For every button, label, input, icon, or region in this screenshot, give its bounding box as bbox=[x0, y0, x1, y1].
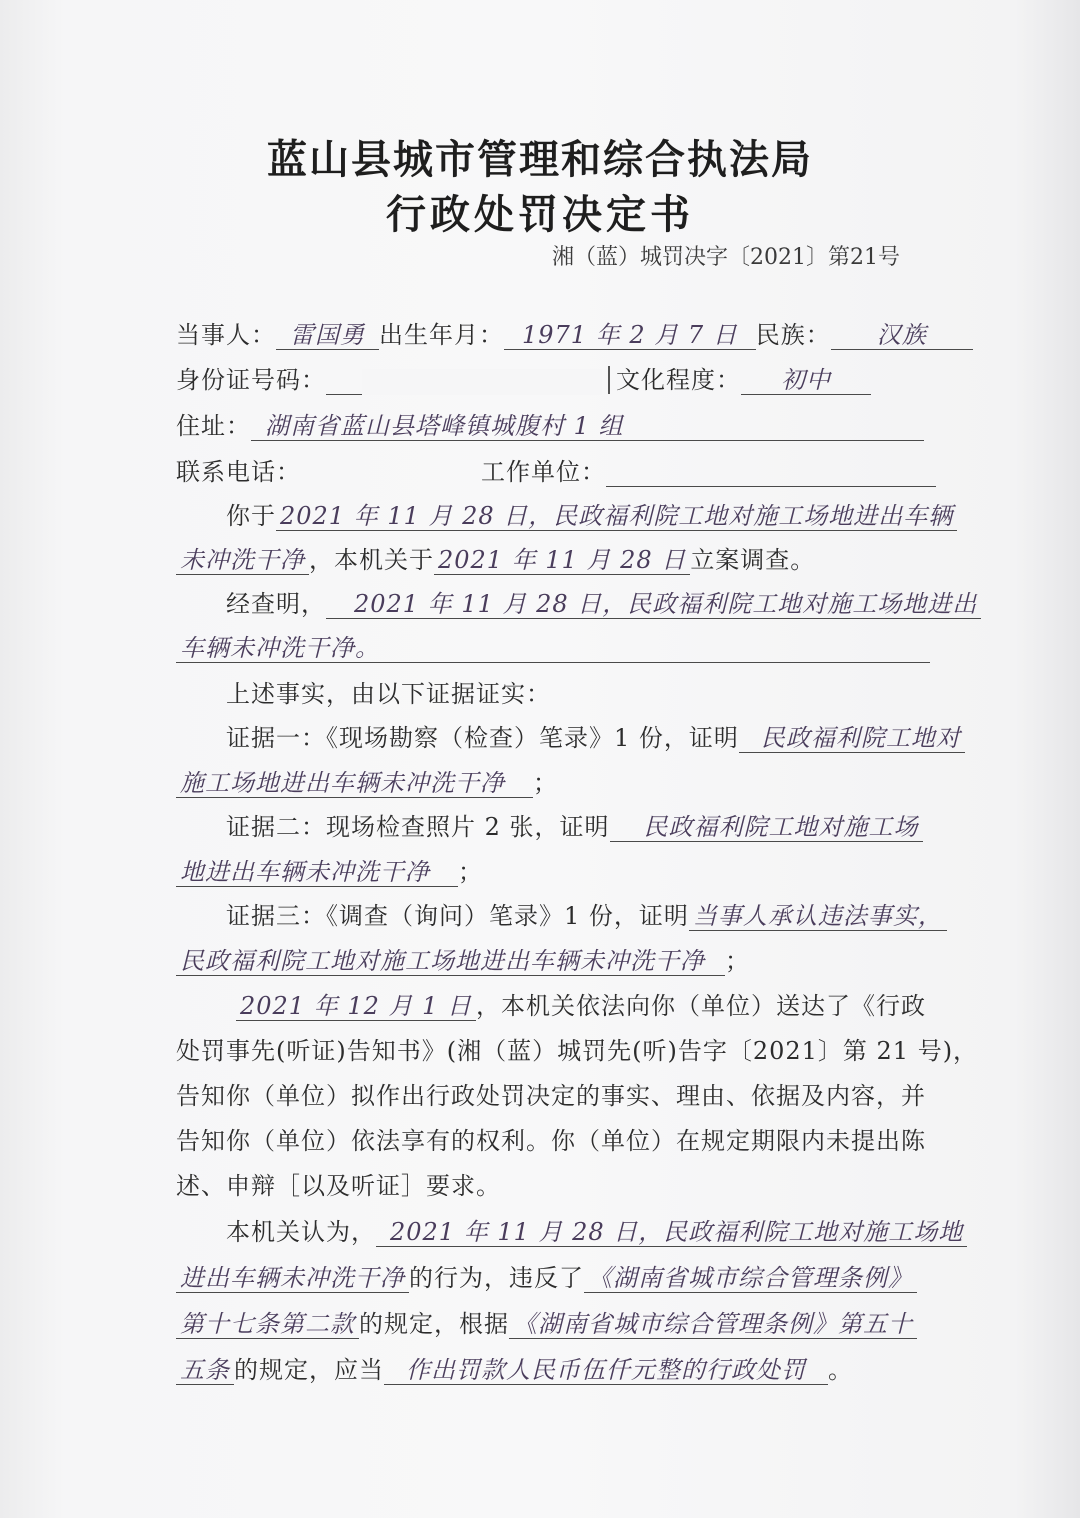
phone-label: 联系电话： bbox=[176, 458, 301, 486]
c-text-1: 本机关认为， bbox=[226, 1218, 376, 1246]
edu-label: 文化程度： bbox=[616, 366, 741, 394]
e2-line-1 bbox=[226, 807, 923, 842]
p1-text-2: ，本机关于 bbox=[309, 546, 434, 574]
c-fill-5: 《湖南省城市综合管理条例》第五十 bbox=[509, 1310, 917, 1339]
c-fill-6: 五条 bbox=[176, 1356, 234, 1385]
p2-text: 经查明， bbox=[226, 590, 326, 618]
p2-fill: 2021 年 11 月 28 日，民政福利院工地对施工场地进出 bbox=[326, 590, 981, 619]
ethnic-label: 民族： bbox=[755, 321, 831, 349]
e2-end: ； bbox=[458, 858, 483, 886]
p2-line-2 bbox=[176, 628, 930, 663]
id-field bbox=[326, 372, 362, 395]
e3-end: ； bbox=[725, 947, 750, 975]
n-line-3: 告知你（单位）拟作出行政处罚决定的事实、理由、依据及内容，并 bbox=[176, 1082, 926, 1110]
e2-fill: 民政福利院工地对施工场 bbox=[610, 813, 923, 842]
p1-line-1 bbox=[226, 496, 957, 531]
e1-line-2 bbox=[176, 763, 558, 798]
p1-text: 你于 bbox=[226, 502, 276, 530]
party-ethnic: 汉族 bbox=[831, 321, 973, 350]
p3-line: 上述事实，由以下证据证实： bbox=[226, 680, 551, 708]
c-fill-4: 第十七条第二款 bbox=[176, 1310, 359, 1339]
c-end: 。 bbox=[828, 1356, 853, 1384]
id-label: 身份证号码： bbox=[176, 366, 326, 394]
c-fill-1: 2021 年 11 月 28 日，民政福利院工地对施工场地 bbox=[376, 1218, 967, 1247]
c-line-1 bbox=[226, 1212, 967, 1247]
c-fill-7: 作出罚款人民币伍仟元整的行政处罚 bbox=[384, 1356, 828, 1385]
e3-line-2 bbox=[176, 941, 750, 976]
party-address: 湖南省蓝山县塔峰镇城腹村 1 组 bbox=[251, 412, 924, 441]
c-text-3: 的规定，根据 bbox=[359, 1310, 509, 1338]
p2-fill-2: 车辆未冲洗干净。 bbox=[176, 634, 930, 663]
party-line-4 bbox=[176, 452, 936, 487]
c-fill-3: 《湖南省城市综合管理条例》 bbox=[584, 1264, 917, 1293]
party-line-2 bbox=[176, 360, 871, 395]
org-title: 蓝山县城市管理和综合执法局 bbox=[267, 136, 813, 183]
document-type-title: 行政处罚决定书 bbox=[386, 191, 694, 238]
party-name: 雷国勇 bbox=[276, 321, 379, 350]
addr-label: 住址： bbox=[176, 412, 251, 440]
e1-fill-2: 施工场地进出车辆未冲洗干净 bbox=[176, 769, 533, 798]
n-line-1 bbox=[236, 986, 926, 1021]
e1-end: ； bbox=[533, 769, 558, 797]
c-text-2: 的行为，违反了 bbox=[409, 1264, 584, 1292]
e2-text: 证据二：现场检查照片 2 张，证明 bbox=[226, 813, 610, 841]
party-line-1 bbox=[176, 315, 973, 350]
p1-fill-2: 未冲洗干净 bbox=[176, 546, 309, 575]
n-line-2: 处罚事先(听证)告知书》(湘（蓝）城罚先(听)告字〔2021〕第 21 号)， bbox=[176, 1037, 979, 1065]
redacted-area bbox=[362, 369, 602, 395]
e3-text: 证据三：《调查（询问）笔录》1 份，证明 bbox=[226, 902, 689, 930]
e1-line-1 bbox=[226, 718, 965, 753]
name-label: 当事人： bbox=[176, 321, 276, 349]
p2-line-1 bbox=[226, 584, 981, 619]
n-line-5: 述、申辩［以及听证］要求。 bbox=[176, 1172, 501, 1200]
p1-date: 2021 年 11 月 28 日 bbox=[434, 546, 690, 575]
notice-date: 2021 年 12 月 1 日 bbox=[236, 992, 476, 1021]
e2-fill-2: 地进出车辆未冲洗干净 bbox=[176, 858, 458, 887]
n-line-4: 告知你（单位）依法享有的权利。你（单位）在规定期限内未提出陈 bbox=[176, 1127, 926, 1155]
c-line-2 bbox=[176, 1258, 917, 1293]
work-field bbox=[606, 464, 936, 487]
e3-line-1 bbox=[226, 896, 947, 931]
c-text-4: 的规定，应当 bbox=[234, 1356, 384, 1384]
party-line-3 bbox=[176, 406, 924, 441]
document-number: 湘（蓝）城罚决字〔2021〕第21号 bbox=[552, 245, 900, 270]
p1-text-3: 立案调查。 bbox=[690, 546, 816, 574]
e1-text: 证据一：《现场勘察（检查）笔录》1 份，证明 bbox=[226, 724, 739, 752]
c-line-3 bbox=[176, 1304, 917, 1339]
c-line-4 bbox=[176, 1350, 853, 1385]
e3-fill-2: 民政福利院工地对施工场地进出车辆未冲洗干净 bbox=[176, 947, 725, 976]
p1-fill: 2021 年 11 月 28 日，民政福利院工地对施工场地进出车辆 bbox=[276, 502, 957, 531]
e1-fill: 民政福利院工地对 bbox=[739, 724, 965, 753]
c-fill-2: 进出车辆未冲洗干净 bbox=[176, 1264, 409, 1293]
e2-line-2 bbox=[176, 852, 483, 887]
party-birth: 1971 年 2 月 7 日 bbox=[504, 321, 756, 350]
n-text-1: ，本机关依法向你（单位）送达了《行政 bbox=[476, 992, 927, 1020]
party-edu: 初中 bbox=[741, 366, 871, 395]
e3-fill: 当事人承认违法事实， bbox=[689, 902, 947, 931]
work-label: 工作单位： bbox=[481, 458, 606, 486]
birth-label: 出生年月： bbox=[379, 321, 504, 349]
p1-line-2 bbox=[176, 540, 815, 575]
